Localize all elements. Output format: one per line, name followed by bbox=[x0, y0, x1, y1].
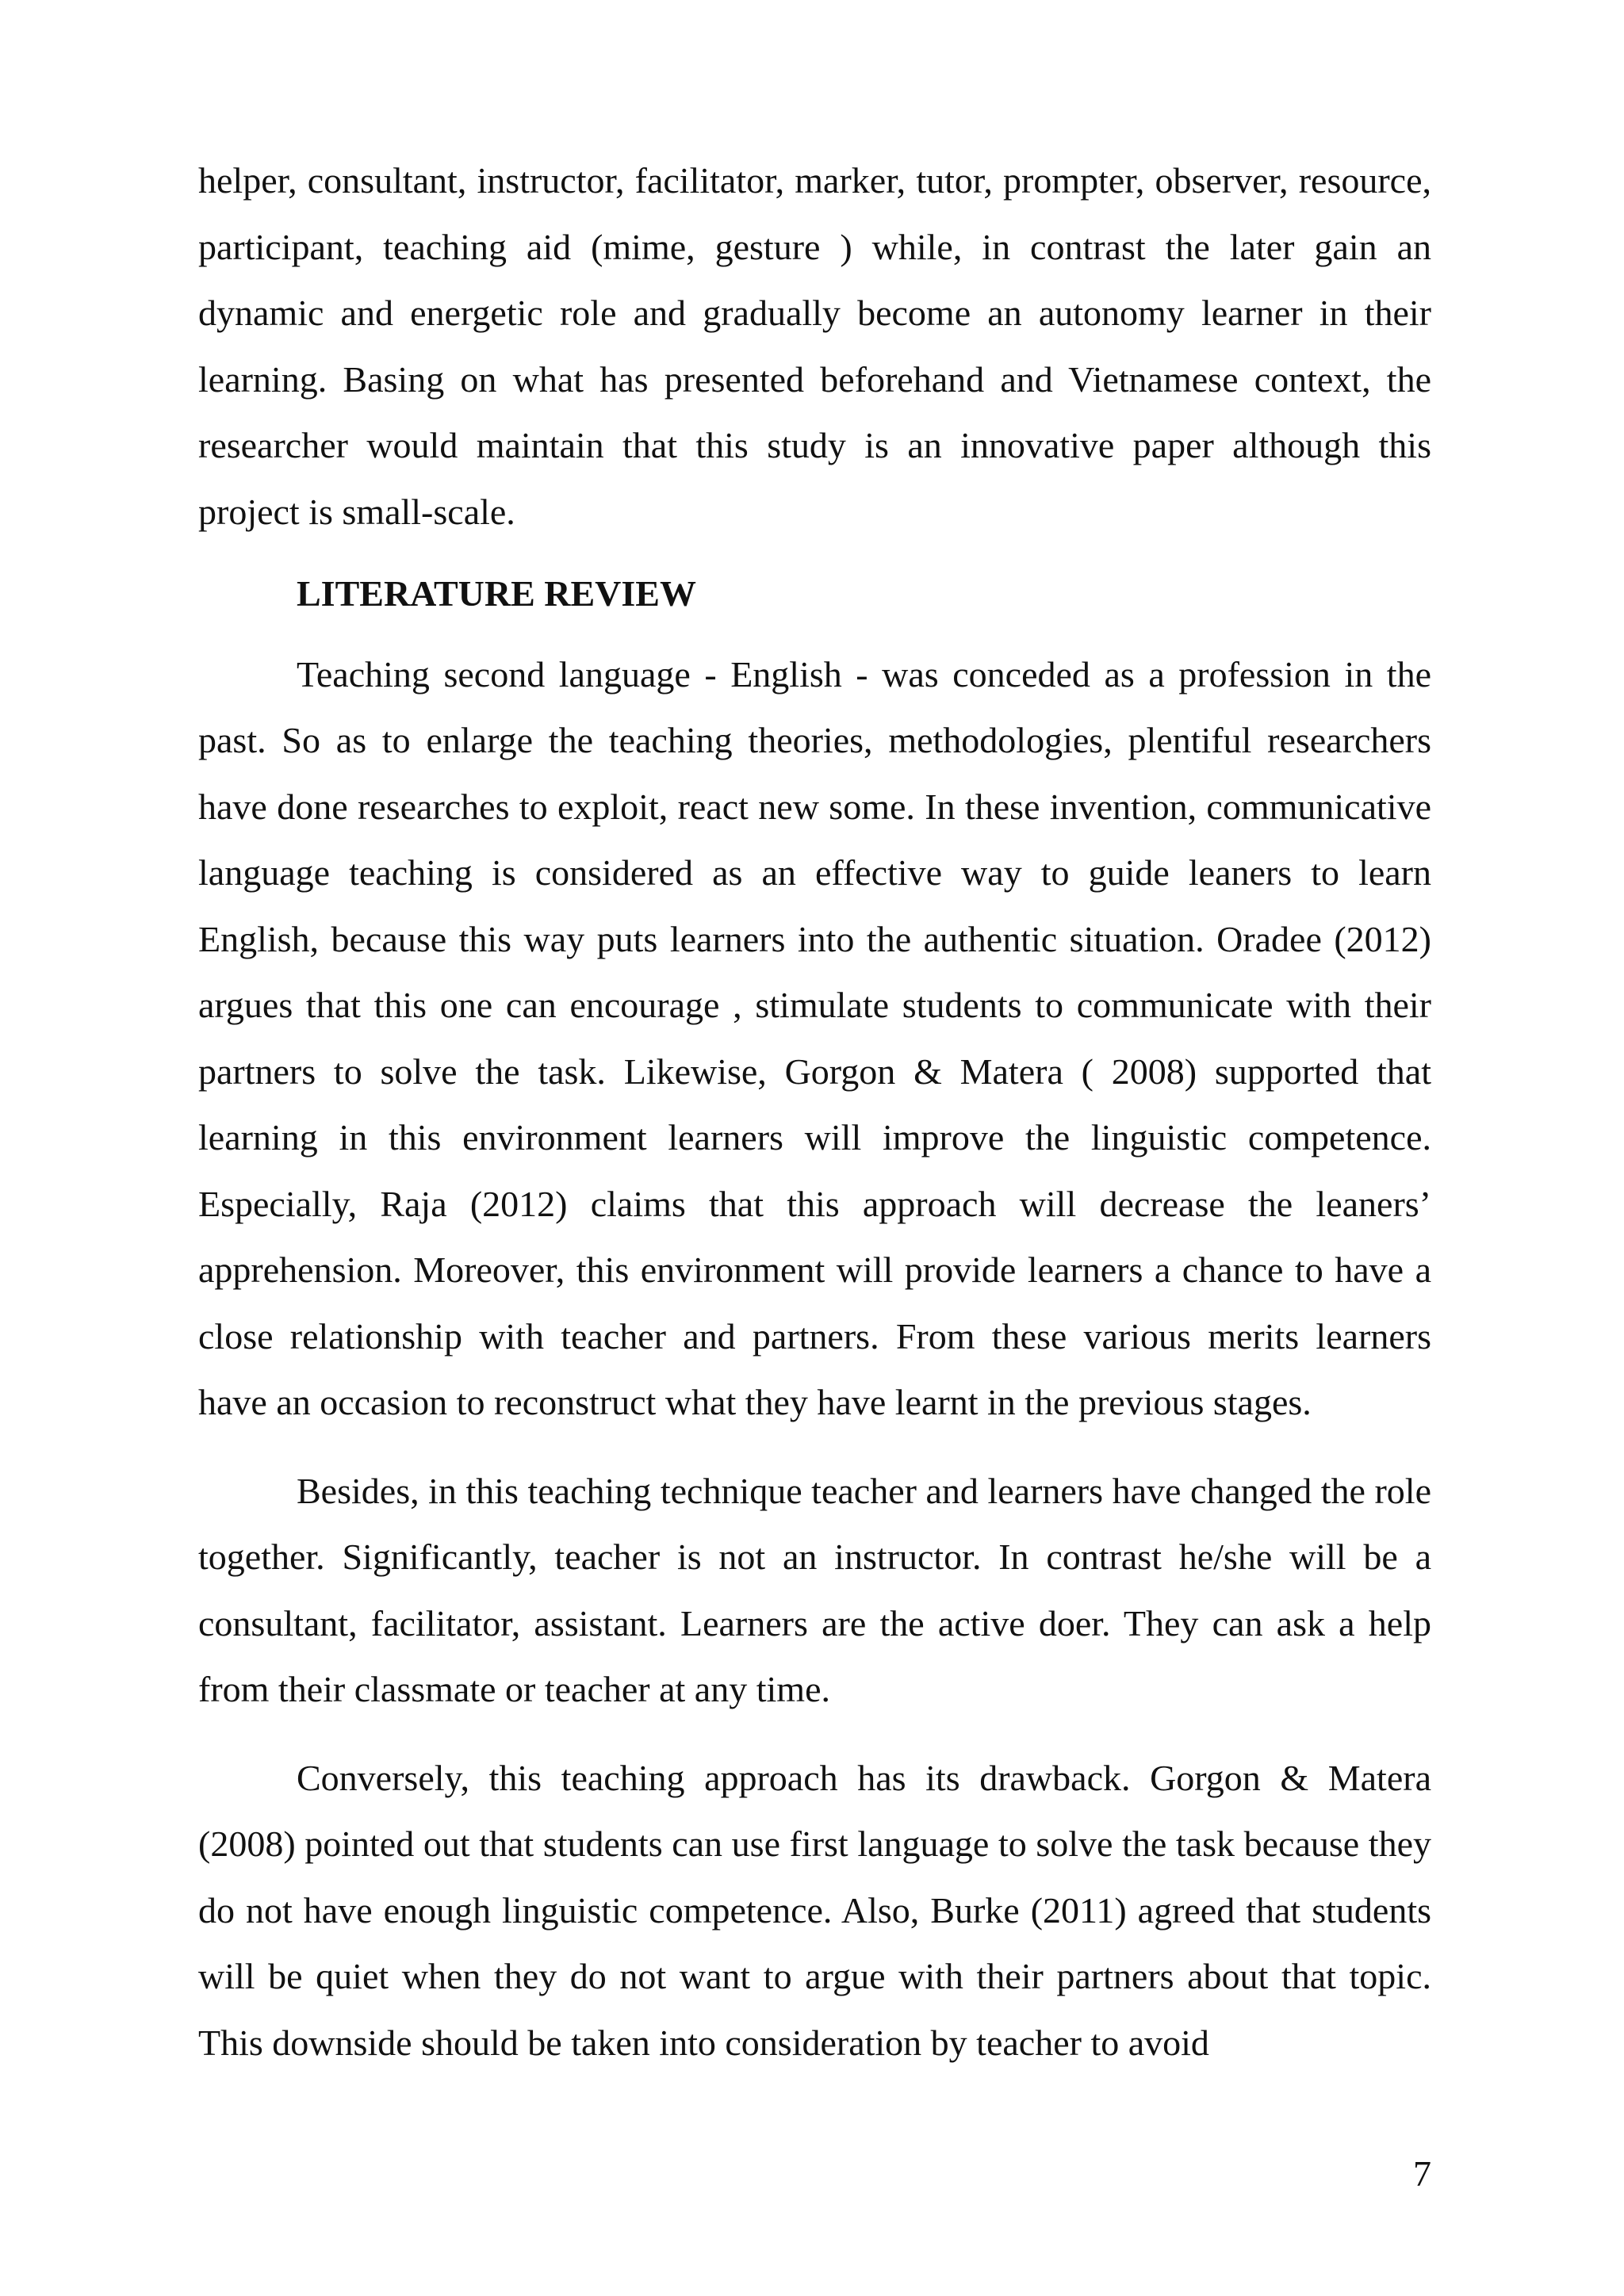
section-heading: LITERATURE REVIEW bbox=[297, 573, 696, 614]
paragraph-literature-review: Teaching second language - English - was conceded as a profession in the past. So as to enlarge the teaching theories, methodologies, plentiful researchers have done researches to exploit, react new some. In these invention, communicative language teaching is considered as an effective way to guide leaners to learn English, because this way puts learners into the authentic situation. Oradee (2012) argues that this one can encourage , stimulate students to communicate with their partners to solve the task. Likewise, Gorgon & Matera ( 2008) supported that learning in this environment learners will improve the linguistic competence. Especially, Raja (2012) claims that this approach will decrease the leaners’ apprehension. Moreover, this environment will provide learners a chance to have a close relationship with teacher and partners. From these various merits learners have an occasion to reconstruct what they have learnt in the previous stages. bbox=[198, 653, 1431, 1422]
page-number: 7 bbox=[1413, 2153, 1431, 2194]
document-page bbox=[198, 147, 1431, 2076]
paragraph-roles: Besides, in this teaching technique teacher and learners have changed the role together. Significantly, teacher is not an instructor. In contrast he/she will be a consultant, facilitator, assistant. Learners are the active doer. They can ask a help from their classmate or teacher at any time. bbox=[198, 1470, 1431, 1709]
paragraph-drawbacks: Conversely, this teaching approach has its drawback. Gorgon & Matera (2008) pointed out that students can use first language to solve the task because they do not have enough linguistic competence. Also, Burke (2011) agreed that students will be quiet when they do not want to argue with their partners about that topic. This downside should be taken into consideration by teacher to avoid bbox=[198, 1757, 1431, 2063]
paragraph-continuation: helper, consultant, instructor, facilitator, marker, tutor, prompter, observer, resource, participant, teaching aid (mime, gesture ) while, in contrast the later gain an dynamic and energetic role and gradually become an autonomy learner in their learning. Basing on what has presented beforehand and Vietnamese context, the researcher would maintain that this study is an innovative paper although this project is small-scale. bbox=[198, 160, 1431, 532]
